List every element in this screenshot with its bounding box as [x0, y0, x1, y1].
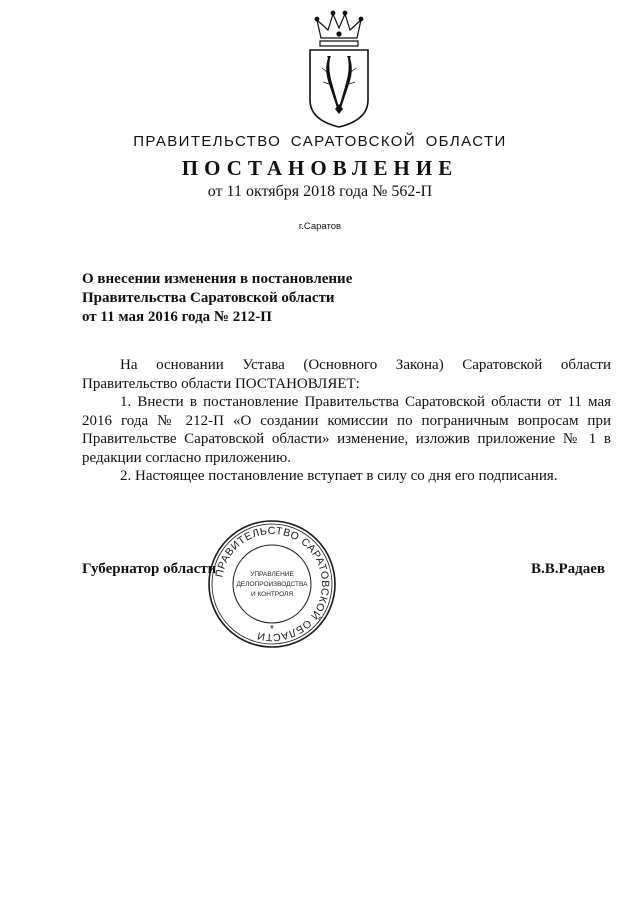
stamp-star: * [270, 624, 274, 635]
body-paragraph: 1. Внести в постановление Правительства Саратовской области от 11 мая 2016 года № 212-П «О создании комиссии по пограничным вопросам при Правительстве Саратовской области» изменение, изложив приложение № 1 в редакции согласно приложению. [82, 394, 611, 466]
body-paragraph: 2. Настоящее постановление вступает в силу со дня его подписания. [120, 468, 558, 484]
document-type: ПОСТАНОВЛЕНИЕ [181, 156, 459, 180]
subject-line: О внесении изменения в постановление [82, 271, 353, 287]
government-name: ПРАВИТЕЛЬСТВО САРАТОВСКОЙ ОБЛАСТИ [133, 133, 507, 150]
stamp-center-line: И КОНТРОЛЯ [250, 591, 294, 598]
signatory-name: В.В.Радаев [531, 561, 606, 577]
subject-line: Правительства Саратовской области [82, 290, 335, 306]
document-city: г.Саратов [298, 221, 342, 232]
body-paragraph: На основании Устава (Основного Закона) Саратовской области Правительство области ПОСТАНОВЛЯЕТ: [82, 357, 611, 392]
document-subject [82, 270, 442, 327]
stamp-center-line: УПРАВЛЕНИЕ [250, 571, 294, 578]
subject-line: от 11 мая 2016 года № 212-П [82, 309, 272, 325]
document-body [82, 356, 611, 486]
coat-of-arms-icon [300, 8, 378, 130]
official-stamp [206, 518, 338, 650]
document-date-number: от 11 октября 2018 года № 562-П [207, 183, 433, 200]
stamp-center-line: ДЕЛОПРОИЗВОДСТВА [236, 581, 308, 588]
stamp-ring-text: ПРАВИТЕЛЬСТВО САРАТОВСКОЙ ОБЛАСТИ [213, 524, 332, 644]
signatory-title: Губернатор области [82, 561, 217, 577]
